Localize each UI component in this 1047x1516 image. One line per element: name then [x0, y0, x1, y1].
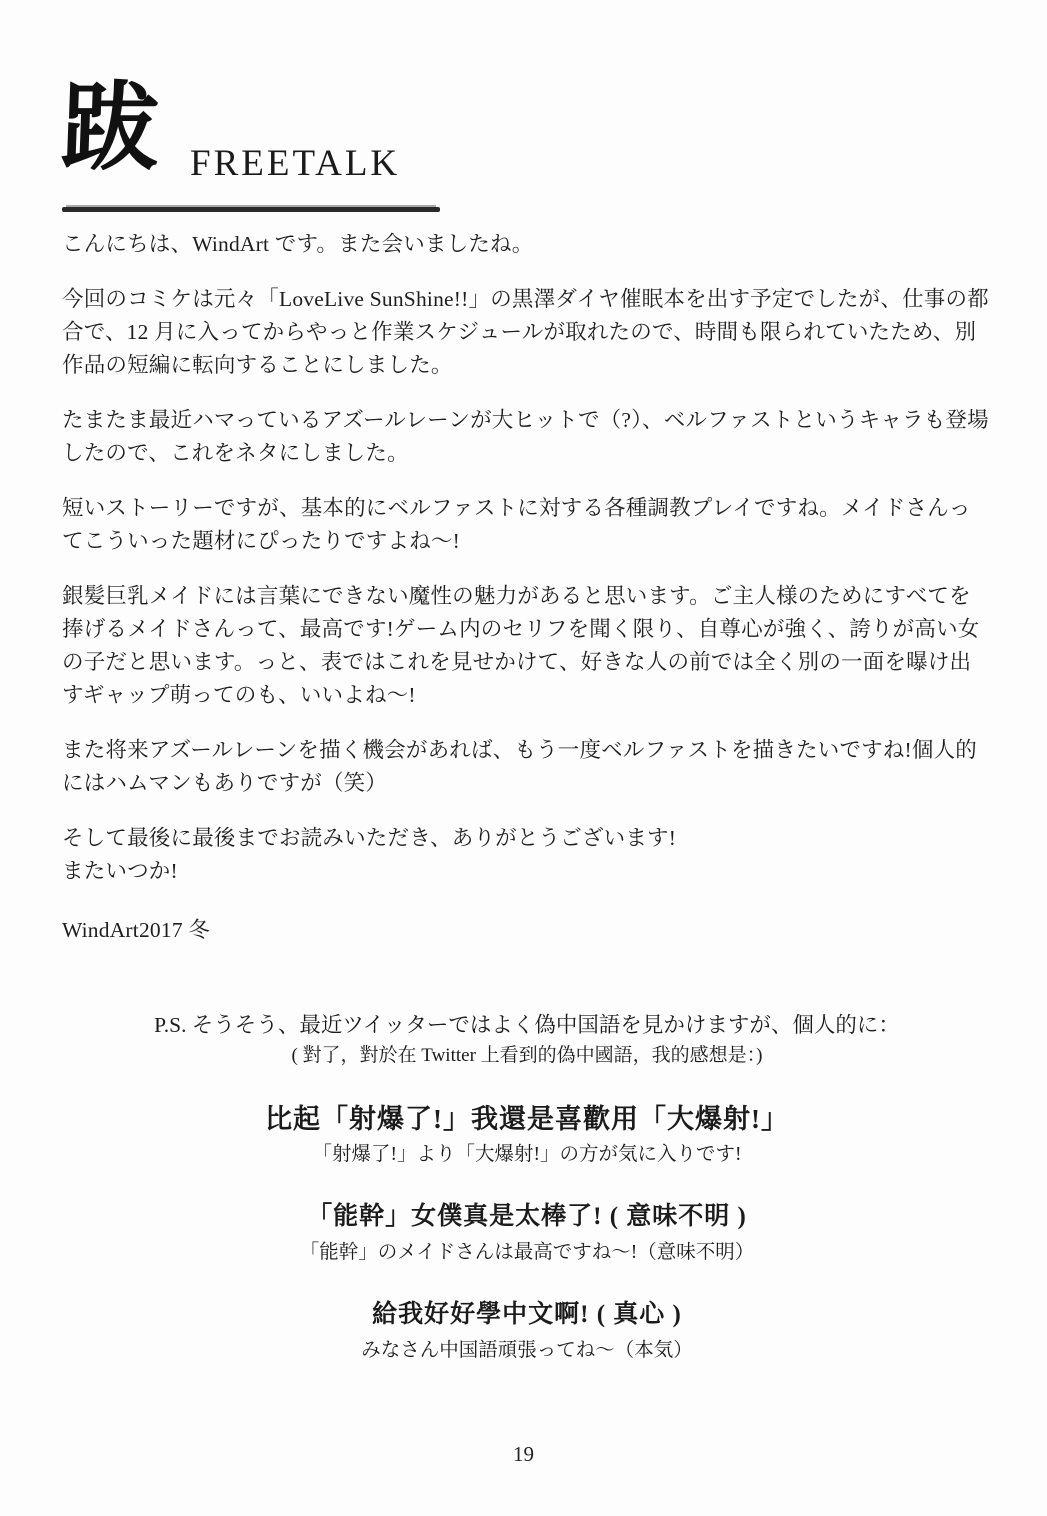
postscript-item-small: 「射爆了!」より「大爆射!」の方が気に入りです!	[312, 1144, 742, 1165]
signature: WindArt2017 冬	[62, 918, 211, 942]
paragraph: 短いストーリーですが、基本的にベルファストに対する各種調教プレイですね。メイドさんってこういった題材にぴったりですよね〜!	[62, 496, 971, 553]
postscript-item-big: 「能幹」女僕真是太棒了! ( 意味不明 )	[307, 1203, 747, 1230]
postscript-item-small: 「能幹」のメイドさんは最高ですね〜!（意味不明）	[299, 1242, 755, 1263]
paragraph: また将来アズールレーンを描く機会があれば、もう一度ベルファストを描きたいですね!個人的にはハムマンもありですが（笑）	[62, 738, 978, 795]
postscript-item-small: みなさん中国語頑張ってね〜（本気）	[361, 1340, 693, 1361]
header-divider	[62, 207, 440, 212]
postscript-item-big: 給我好好學中文啊! ( 真心 )	[372, 1301, 682, 1328]
afterword-body	[62, 228, 992, 969]
postscript-block	[62, 1010, 992, 1394]
page-header	[59, 71, 452, 208]
paragraph: 銀髪巨乳メイドには言葉にできない魔性の魅力があると思います。ご主人様のためにすべてを捧げるメイドさんって、最高です!ゲーム内のセリフを聞く限り、自尊心が強く、誇りが高い女の子だと思います。っと、表ではこれを見せかけて、好きな人の前では全く別の一面を曝け出すギャップ萌ってのも、いいよね〜!	[62, 584, 980, 707]
postscript-line-1: P.S. そうそう、最近ツイッターではよく偽中国語を見かけますが、個人的に：	[154, 1013, 900, 1037]
closing-line-1: そして最後に最後までお読みいただき、ありがとうございます!	[62, 826, 677, 850]
postscript-item-big: 比起「射爆了!」我還是喜歡用「大爆射!」	[265, 1104, 789, 1134]
paragraph: 今回のコミケは元々「LoveLive SunShine!!」の黒澤ダイヤ催眠本を出す予定でしたが、仕事の都合で、12 月に入ってからやっと作業スケジュールが取れたので、時間も限られていたため、別作品の短編に転向することにしました。	[62, 287, 989, 377]
page-title: FREETALK	[190, 143, 401, 184]
page-number: 19	[513, 1442, 534, 1466]
paragraph: たまたま最近ハマっているアズールレーンが大ヒットで（?）、ベルファストというキャラも登場したので、これをネタにしました。	[62, 408, 989, 465]
closing-line-2: またいつか!	[62, 859, 178, 883]
kanji-title-glyph: 跋	[59, 71, 159, 184]
postscript-line-2: ( 對了，對於在 Twitter 上看到的偽中國語，我的感想是：)	[291, 1045, 763, 1066]
paragraph: こんにちは、WindArt です。また会いましたね。	[62, 232, 534, 256]
